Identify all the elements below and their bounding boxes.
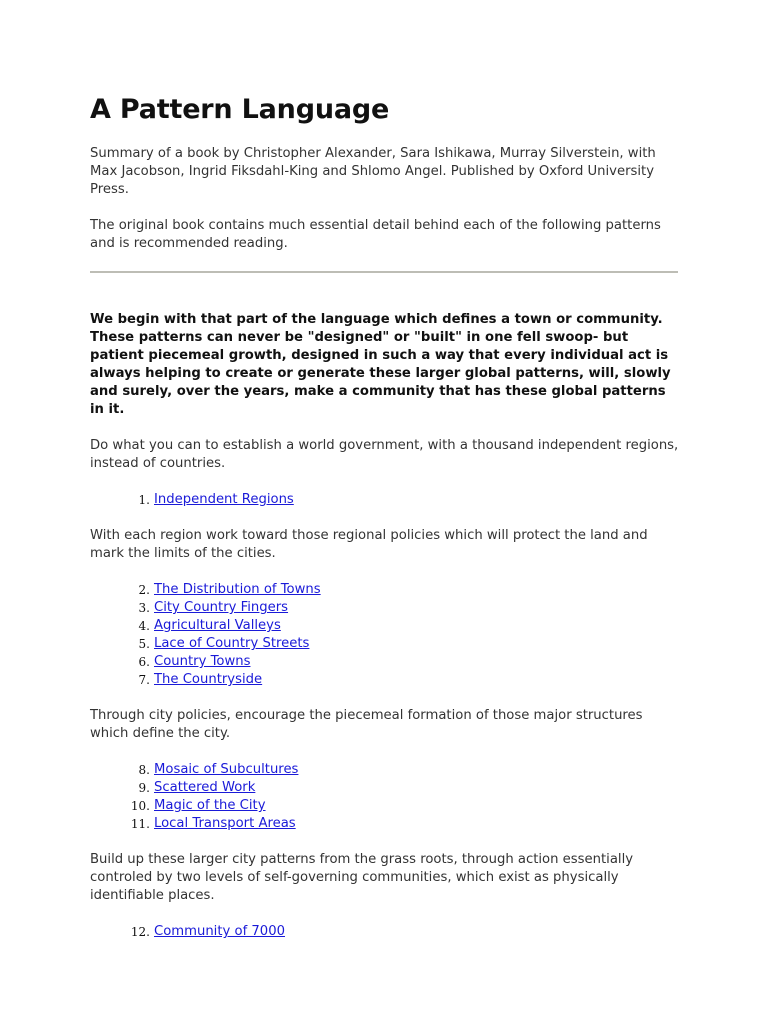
item-number: 9. [138, 781, 150, 795]
item-number: 7. [138, 673, 150, 687]
book-summary: Summary of a book by Christopher Alexander, Sara Ishikawa, Murray Silverstein, with Max Jacobson, Ingrid Fiksdahl-King and Shlomo Angel. Published by Oxford University Press. [90, 146, 656, 197]
reading-note: The original book contains much essential detail behind each of the following patterns and is recommended reading. [90, 218, 661, 251]
item-number: 2. [138, 583, 150, 597]
list-item [90, 815, 680, 833]
list-item [90, 779, 680, 797]
list-item [90, 617, 680, 635]
item-number: 6. [138, 655, 150, 669]
pattern-link[interactable]: Local Transport Areas [154, 816, 296, 831]
pattern-link[interactable]: Country Towns [154, 654, 251, 669]
pattern-link[interactable]: Magic of the City [154, 798, 266, 813]
section-text: Through city policies, encourage the piecemeal formation of those major structures which define the city. [90, 708, 643, 741]
pattern-list [90, 761, 680, 833]
list-item [90, 635, 680, 653]
page-title: A Pattern Language [90, 94, 390, 125]
item-number: 10. [130, 799, 150, 813]
list-item [90, 581, 680, 599]
item-number: 1. [138, 493, 150, 507]
list-item [90, 671, 680, 689]
list-item [90, 923, 680, 941]
item-number: 8. [138, 763, 150, 777]
pattern-link[interactable]: Community of 7000 [154, 924, 285, 939]
pattern-list [90, 581, 680, 689]
pattern-link[interactable]: Scattered Work [154, 780, 256, 795]
list-item [90, 491, 680, 509]
pattern-link[interactable]: Mosaic of Subcultures [154, 762, 299, 777]
pattern-list [90, 923, 680, 941]
item-number: 3. [138, 601, 150, 615]
item-number: 5. [138, 637, 150, 651]
list-item [90, 797, 680, 815]
item-number: 12. [130, 925, 150, 939]
section-text: Do what you can to establish a world government, with a thousand independent regions, instead of countries. [90, 438, 679, 471]
pattern-link[interactable]: The Countryside [154, 672, 263, 687]
pattern-link[interactable]: The Distribution of Towns [154, 582, 321, 597]
pattern-list [90, 491, 680, 509]
item-number: 11. [130, 817, 150, 831]
document-content [90, 94, 680, 959]
section-text: With each region work toward those regional policies which will protect the land and mark the limits of the cities. [90, 528, 648, 561]
list-item [90, 599, 680, 617]
list-item [90, 761, 680, 779]
horizontal-divider [90, 271, 678, 273]
intro-paragraph: We begin with that part of the language which defines a town or community. These patterns can never be "designed" or "built" in one fell swoop- but patient piecemeal growth, designed in such a way that every individual act is always helping to create or generate these larger global patterns, will, slowly and surely, over the years, make a community that has these global patterns in it. [90, 312, 671, 417]
list-item [90, 653, 680, 671]
pattern-link[interactable]: Agricultural Valleys [154, 618, 281, 633]
section-text: Build up these larger city patterns from the grass roots, through action essentially controled by two levels of self-governing communities, which exist as physically identifiable places. [90, 852, 634, 903]
pattern-link[interactable]: City Country Fingers [154, 600, 289, 615]
pattern-link[interactable]: Independent Regions [154, 492, 294, 507]
pattern-link[interactable]: Lace of Country Streets [154, 636, 310, 651]
item-number: 4. [138, 619, 150, 633]
